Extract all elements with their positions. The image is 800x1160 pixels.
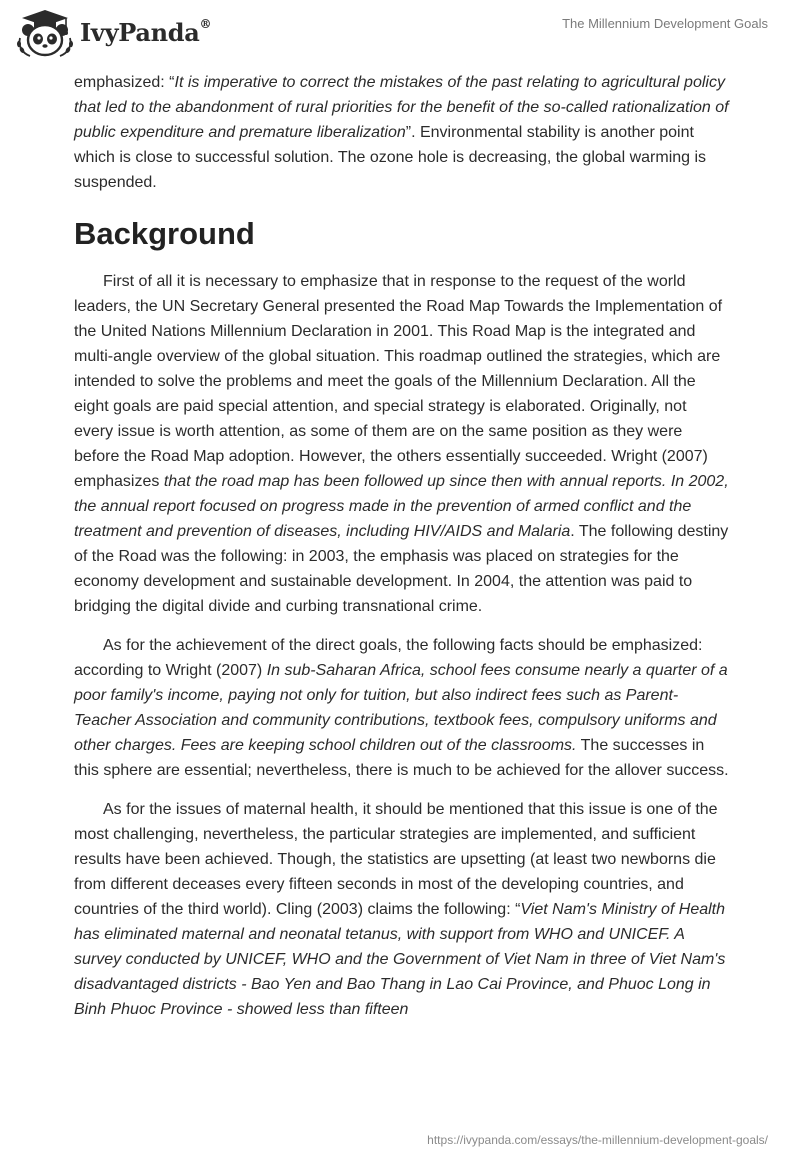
source-url[interactable]: https://ivypanda.com/essays/the-millennium-development-goals/ (427, 1133, 768, 1147)
intro-paragraph (74, 70, 730, 195)
section-heading: Background (74, 216, 255, 251)
document-title: The Millennium Development Goals (562, 16, 768, 31)
paragraph-1-quote: that the road map has been followed up since then with annual reports. In 2002, the annual report focused on progress made in the prevention of armed conflict and the treatment and prevention of diseases, including HIV/AIDS and Malaria (74, 473, 729, 540)
paragraph-2-quote: In sub-Saharan Africa, school fees consume nearly a quarter of a poor family's income, paying not only for tuition, but also indirect fees such as Parent-Teacher Association and community contributions, textbook fees, compulsory uniforms and other charges. Fees are keeping school children out of the classrooms. (74, 662, 728, 754)
brand-name[interactable] (80, 18, 211, 47)
paragraph-3 (74, 797, 730, 1022)
panda-logo-icon[interactable] (14, 8, 76, 58)
paragraph-2 (74, 633, 730, 783)
article-body (74, 70, 730, 1022)
intro-text-1: emphasized: “ (74, 74, 175, 91)
paragraph-3-text-1: As for the issues of maternal health, it should be mentioned that this issue is one of the most challenging, nevertheless, the particular strategies are implemented, and sufficient results have been achieved. Though, the statistics are upsetting (at least two newborns die from different deceases every fifteen seconds in most of the developing countries, and countries of the third world). Cling (2003) claims the following: “ (74, 801, 718, 918)
intro-quote: It is imperative to correct the mistakes of the past relating to agricultural policy that led to the abandonment of rural priorities for the benefit of the so-called rationalization of public expenditure and premature liberalization (74, 74, 729, 141)
paragraph-2-text-2: The successes in this sphere are essential; nevertheless, there is much to be achieved for the allover success. (74, 737, 729, 779)
page-header (0, 0, 800, 64)
paragraph-3-quote: Viet Nam's Ministry of Health has eliminated maternal and neonatal tetanus, with support from WHO and UNICEF. A survey conducted by UNICEF, WHO and the Government of Viet Nam in three of Viet Nam's disadvantaged districts - Bao Yen and Bao Thang in Lao Cai Province, and Phuoc Long in Binh Phuoc Province - showed less than fifteen (74, 901, 726, 1018)
registered-mark: ® (199, 17, 212, 31)
paragraph-2-text-1: As for the achievement of the direct goals, the following facts should be emphasized: according to Wright (2007) (74, 637, 703, 679)
brand-text: IvyPanda (80, 18, 200, 47)
intro-text-2: ”. Environmental stability is another point which is close to successful solution. The ozone hole is decreasing, the global warming is suspended. (74, 124, 707, 191)
paragraph-1 (74, 269, 730, 619)
paragraph-1-text-1: First of all it is necessary to emphasize that in response to the request of the world leaders, the UN Secretary General presented the Road Map Towards the Implementation of the United Nations Millennium Declaration in 2001. This Road Map is the integrated and multi-angle overview of the global situation. This roadmap outlined the strategies, which are intended to solve the problems and meet the goals of the Millennium Declaration. All the eight goals are paid special attention, and special strategy is elaborated. Originally, not every issue is worth attention, as some of them are on the same position as they were before the Road Map adoption. However, the others essentially succeeded. Wright (2007) emphasizes (74, 273, 723, 490)
paragraph-1-text-2: . The following destiny of the Road was the following: in 2003, the emphasis was placed on strategies for the economy development and sustainable development. In 2004, the attention was paid to bridging the digital divide and curbing transnational crime. (74, 523, 729, 615)
